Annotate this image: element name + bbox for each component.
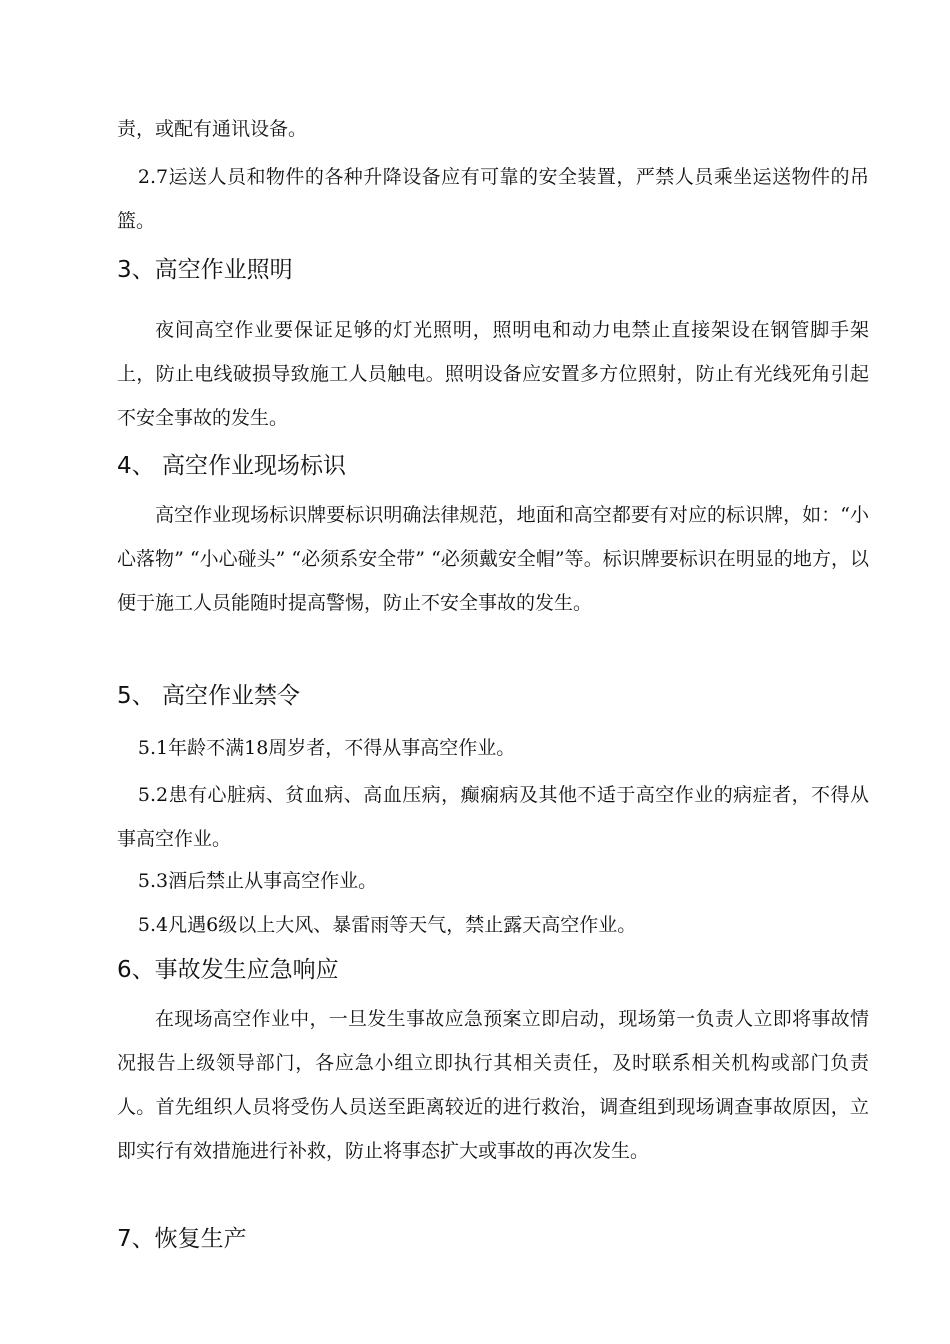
paragraph-lighting: 夜间高空作业要保证足够的灯光照明，照明电和动力电禁止直接架设在钢管脚手架上，防止电线破损导致施工人员触电。照明设备应安置多方位照射，防止有光线死角引起不安全事故的发生。 [117, 319, 869, 429]
heading-site-signage: 4、 高空作业现场标识 [117, 453, 346, 479]
paragraph-prohibition-weather: 5.4凡遇6级以上大风、暴雷雨等天气，禁止露天高空作业。 [137, 914, 637, 936]
paragraph-emergency-response: 在现场高空作业中，一旦发生事故应急预案立即启动，现场第一负责人立即将事故情况报告上级领导部门，各应急小组立即执行其相关责任，及时联系相关机构或部门负责人。首先组织人员将受伤人员送至距离较近的进行救治，调查组到现场调查事故原因，立即实行有效措施进行补救，防止将事态扩大或事故的再次发生。 [117, 1008, 869, 1162]
paragraph-prohibition-health: 5.2患有心脏病、贫血病、高血压病，癫痫病及其他不适于高空作业的病症者，不得从事高空作业。 [117, 784, 869, 850]
paragraph-site-signage: 高空作业现场标识牌要标识明确法律规范，地面和高空都要有对应的标识牌，如：“小心落物” “小心碰头” “必须系安全带” “必须戴安全帽”等。标识牌要标识在明显的地方，以便于施工人员能随时提高警惕，防止不安全事故的发生。 [117, 504, 869, 614]
paragraph-prohibition-alcohol: 5.3酒后禁止从事高空作业。 [137, 870, 378, 892]
paragraph-lifting-equipment: 2.7运送人员和物件的各种升降设备应有可靠的安全装置，严禁人员乘坐运送物件的吊篮。 [117, 166, 869, 232]
heading-resume-production: 7、恢复生产 [117, 1226, 247, 1252]
paragraph-prohibition-age: 5.1年龄不满18周岁者，不得从事高空作业。 [137, 737, 516, 759]
paragraph-contact-equipment: 责，或配有通讯设备。 [117, 118, 308, 140]
heading-emergency-response: 6、事故发生应急响应 [117, 957, 339, 983]
heading-prohibitions: 5、 高空作业禁令 [117, 683, 300, 709]
heading-lighting: 3、高空作业照明 [117, 257, 293, 283]
